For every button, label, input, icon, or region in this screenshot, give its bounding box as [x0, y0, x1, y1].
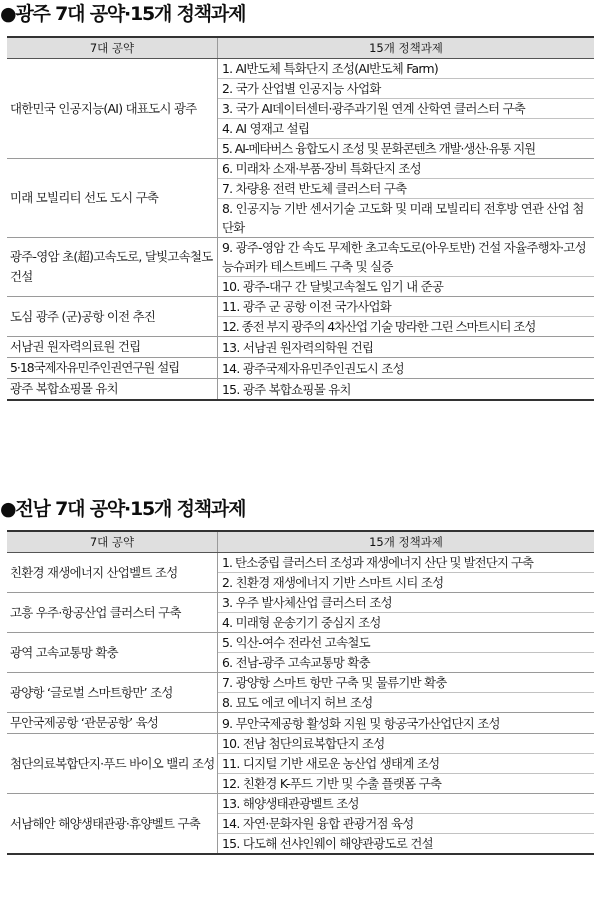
task-cell: 13. 서남권 원자력의학원 건립	[218, 337, 595, 358]
pledge-column-header: 7대 공약	[7, 531, 218, 553]
task-cell: 8. 인공지능 기반 센서기술 고도화 및 미래 모빌리티 전후방 연관 산업 첨단화	[218, 199, 595, 238]
pledge-cell: 무안국제공항 ‘관문공항’ 육성	[7, 713, 218, 734]
table-row	[7, 379, 594, 401]
task-cell: 5. 익산-여수 전라선 고속철도	[218, 633, 595, 653]
task-cell: 4. 미래형 운송기기 중심지 조성	[218, 613, 595, 633]
table-row	[7, 553, 594, 573]
gwangju-table	[7, 36, 594, 401]
task-cell: 8. 묘도 에코 에너지 허브 조성	[218, 693, 595, 713]
task-cell: 15. 광주 복합쇼핑몰 유치	[218, 379, 595, 401]
table-header-row	[7, 37, 594, 59]
table-row	[7, 159, 594, 179]
pledge-cell: 미래 모빌리티 선도 도시 구축	[7, 159, 218, 238]
task-cell: 14. 자연·문화자원 융합 관광거점 육성	[218, 814, 595, 834]
table-row	[7, 337, 594, 358]
task-cell: 9. 무안국제공항 활성화 지원 및 항공국가산업단지 조성	[218, 713, 595, 734]
task-cell: 6. 미래차 소재·부품·장비 특화단지 조성	[218, 159, 595, 179]
pledge-column-header: 7대 공약	[7, 37, 218, 59]
table-row	[7, 633, 594, 653]
table-row	[7, 713, 594, 734]
task-cell: 9. 광주-영암 간 속도 무제한 초고속도로(아우토반) 건설 자율주행차·고성능슈퍼카 테스트베드 구축 및 실증	[218, 238, 595, 277]
pledge-cell: 대한민국 인공지능(AI) 대표도시 광주	[7, 59, 218, 159]
pledge-cell: 고흥 우주·항공산업 클러스터 구축	[7, 593, 218, 633]
task-cell: 11. 디지털 기반 새로운 농산업 생태계 조성	[218, 754, 595, 774]
gwangju-title: ●광주 7대 공약·15개 정책과제	[0, 3, 246, 25]
task-cell: 7. 광양항 스마트 항만 구축 및 물류기반 확충	[218, 673, 595, 693]
pledge-cell: 광주-영암 초(超)고속도로, 달빛고속철도 건설	[7, 238, 218, 297]
pledge-cell: 광양항 ‘글로벌 스마트항만’ 조성	[7, 673, 218, 713]
task-cell: 2. 친환경 재생에너지 기반 스마트 시티 조성	[218, 573, 595, 593]
table-row	[7, 59, 594, 79]
pledge-cell: 5·18국제자유민주인권연구원 설립	[7, 358, 218, 379]
table-row	[7, 794, 594, 814]
pledge-cell: 서남해안 해양생태관광·휴양벨트 구축	[7, 794, 218, 855]
task-cell: 10. 광주-대구 간 달빛고속철도 임기 내 준공	[218, 277, 595, 297]
tasks-column-header: 15개 정책과제	[218, 531, 595, 553]
task-cell: 3. 우주 발사체산업 클러스터 조성	[218, 593, 595, 613]
pledge-cell: 서남권 원자력의료원 건립	[7, 337, 218, 358]
task-cell: 15. 다도해 선샤인웨이 해양관광도로 건설	[222, 836, 433, 851]
task-cell: 7. 차량용 전력 반도체 클러스터 구축	[218, 179, 595, 199]
tasks-column-header: 15개 정책과제	[218, 37, 595, 59]
task-cell: 1. AI반도체 특화단지 조성(AI반도체 Farm)	[218, 59, 595, 79]
task-cell: 12. 친환경 K-푸드 기반 및 수출 플랫폼 구축	[218, 774, 595, 794]
pledge-cell: 도심 광주 (군)공항 이전 추진	[7, 297, 218, 337]
pledge-cell: 광역 고속교통망 확충	[7, 633, 218, 673]
table-row	[7, 734, 594, 754]
table-row	[7, 593, 594, 613]
jeonnam-title: ●전남 7대 공약·15개 정책과제	[0, 498, 246, 520]
task-cell: 1. 탄소중립 클러스터 조성과 재생에너지 산단 및 발전단지 구축	[218, 553, 595, 573]
task-cell: 14. 광주국제자유민주인권도시 조성	[218, 358, 595, 379]
pledge-cell: 친환경 재생에너지 산업벨트 조성	[7, 553, 218, 593]
task-cell: 6. 전남-광주 고속교통망 확충	[218, 653, 595, 673]
table-row	[7, 238, 594, 277]
table-header-row	[7, 531, 594, 553]
table-row	[7, 358, 594, 379]
table-row	[7, 297, 594, 317]
table-row	[7, 673, 594, 693]
jeonnam-table	[7, 530, 594, 855]
task-cell: 13. 해양생태관광벨트 조성	[218, 794, 595, 814]
task-cell: 10. 전남 첨단의료복합단지 조성	[218, 734, 595, 754]
task-cell: 11. 광주 군 공항 이전 국가사업화	[218, 297, 595, 317]
pledge-cell: 광주 복합쇼핑몰 유치	[7, 379, 218, 401]
task-cell: 4. AI 영재고 설립	[218, 119, 595, 139]
task-cell: 12. 종전 부지 광주의 4차산업 기술 망라한 그린 스마트시티 조성	[218, 317, 595, 337]
task-cell: 5. AI-메타버스 융합도시 조성 및 문화콘텐츠 개발·생산·유통 지원	[218, 139, 595, 159]
task-cell: 3. 국가 AI데이터센터·광주과기원 연계 산학연 클러스터 구축	[218, 99, 595, 119]
pledge-cell: 첨단의료복합단지·푸드 바이오 밸리 조성	[7, 734, 218, 794]
task-cell: 2. 국가 산업별 인공지능 사업화	[218, 79, 595, 99]
